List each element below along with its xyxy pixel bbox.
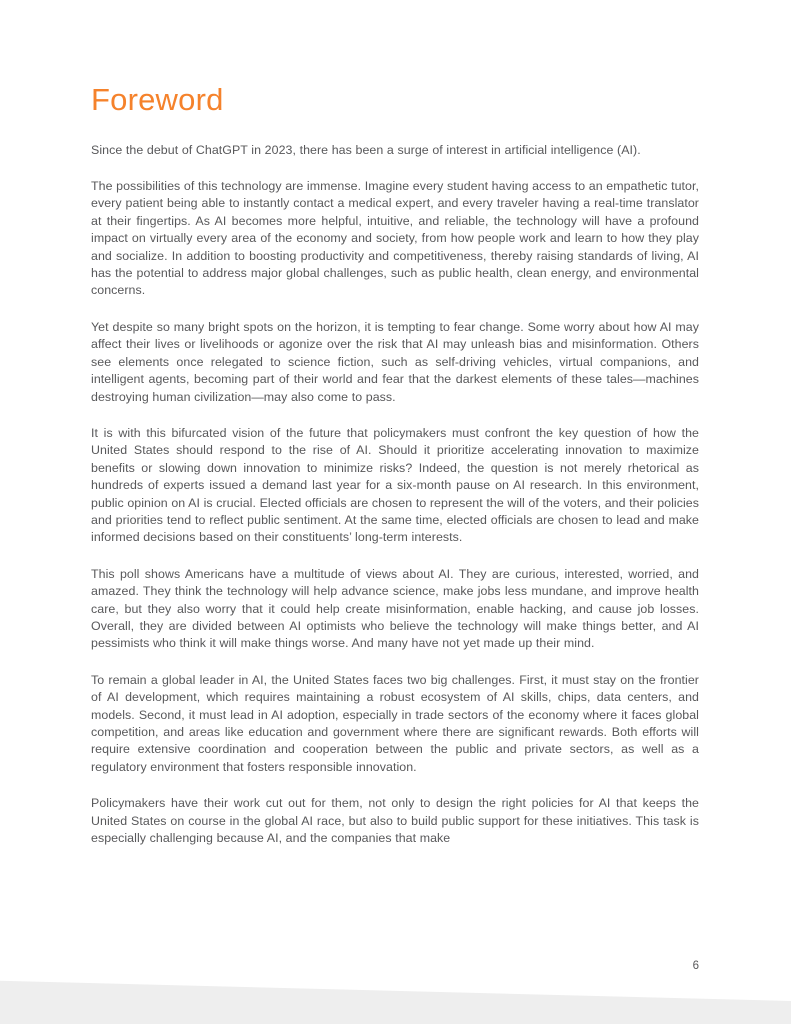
page-number: 6 (692, 960, 699, 972)
paragraph-5: This poll shows Americans have a multitude of views about AI. They are curious, interested, worried, and amazed. They think the technology will help advance science, make jobs less mundane, and improve health care, but they also worry that it could help create misinformation, enable hacking, and cause job losses. Overall, they are divided between AI optimists who believe the technology will make things better, and AI pessimists who think it will make things worse. And many have not yet made up their mind. (91, 566, 699, 651)
next-page-edge (0, 976, 791, 1024)
paragraph-4: It is with this bifurcated vision of the future that policymakers must confront the key question of how the United States should respond to the rise of AI. Should it prioritize accelerating innovation to maximize benefits or slowing down innovation to minimize risks? Indeed, the question is not merely rhetorical as hundreds of experts issued a demand last year for a six-month pause on AI research. In this environment, public opinion on AI is crucial. Elected officials are chosen to represent the will of the voters, and their policies and priorities tend to reflect public sentiment. At the same time, elected officials are chosen to lead and make informed decisions based on their constituents’ long-term interests. (91, 425, 699, 545)
paragraph-3: Yet despite so many bright spots on the horizon, it is tempting to fear change. Some worry about how AI may affect their lives or livelihoods or agonize over the risk that AI may unleash bias and misinformation. Others see elements once relegated to science fiction, such as self-driving vehicles, virtual companions, and intelligent agents, becoming part of their world and fear that the darkest elements of these tales—machines destroying human civilization—may also come to pass. (91, 319, 699, 404)
paragraph-6: To remain a global leader in AI, the United States faces two big challenges. First, it must stay on the frontier of AI development, which requires maintaining a robust ecosystem of AI skills, chips, data centers, and models. Second, it must lead in AI adoption, especially in trade sectors of the economy where it faces global competition, and areas like education and government where there are significant rewards. Both efforts will require extensive coordination and cooperation between the public and private sectors, as well as a regulatory environment that fosters responsible innovation. (91, 672, 699, 774)
paragraph-2: The possibilities of this technology are immense. Imagine every student having access to an empathetic tutor, every patient being able to instantly contact a medical expert, and every traveler having a real-time translator at their fingertips. As AI becomes more helpful, intuitive, and reliable, the technology will have a profound impact on virtually every area of the economy and society, from how people work and learn to how they play and socialize. In addition to boosting productivity and competitiveness, thereby raising standards of living, AI has the potential to address major global challenges, such as public health, clean energy, and environmental concerns. (91, 179, 699, 298)
paragraph-1: Since the debut of ChatGPT in 2023, there has been a surge of interest in artificial intelligence (AI). (91, 142, 641, 157)
page-content (91, 82, 699, 847)
paragraph-7: Policymakers have their work cut out for them, not only to design the right policies for AI that keeps the United States on course in the global AI race, but also to build public support for these initiatives. This task is especially challenging because AI, and the companies that make (91, 796, 699, 846)
page-title: Foreword (91, 82, 224, 117)
